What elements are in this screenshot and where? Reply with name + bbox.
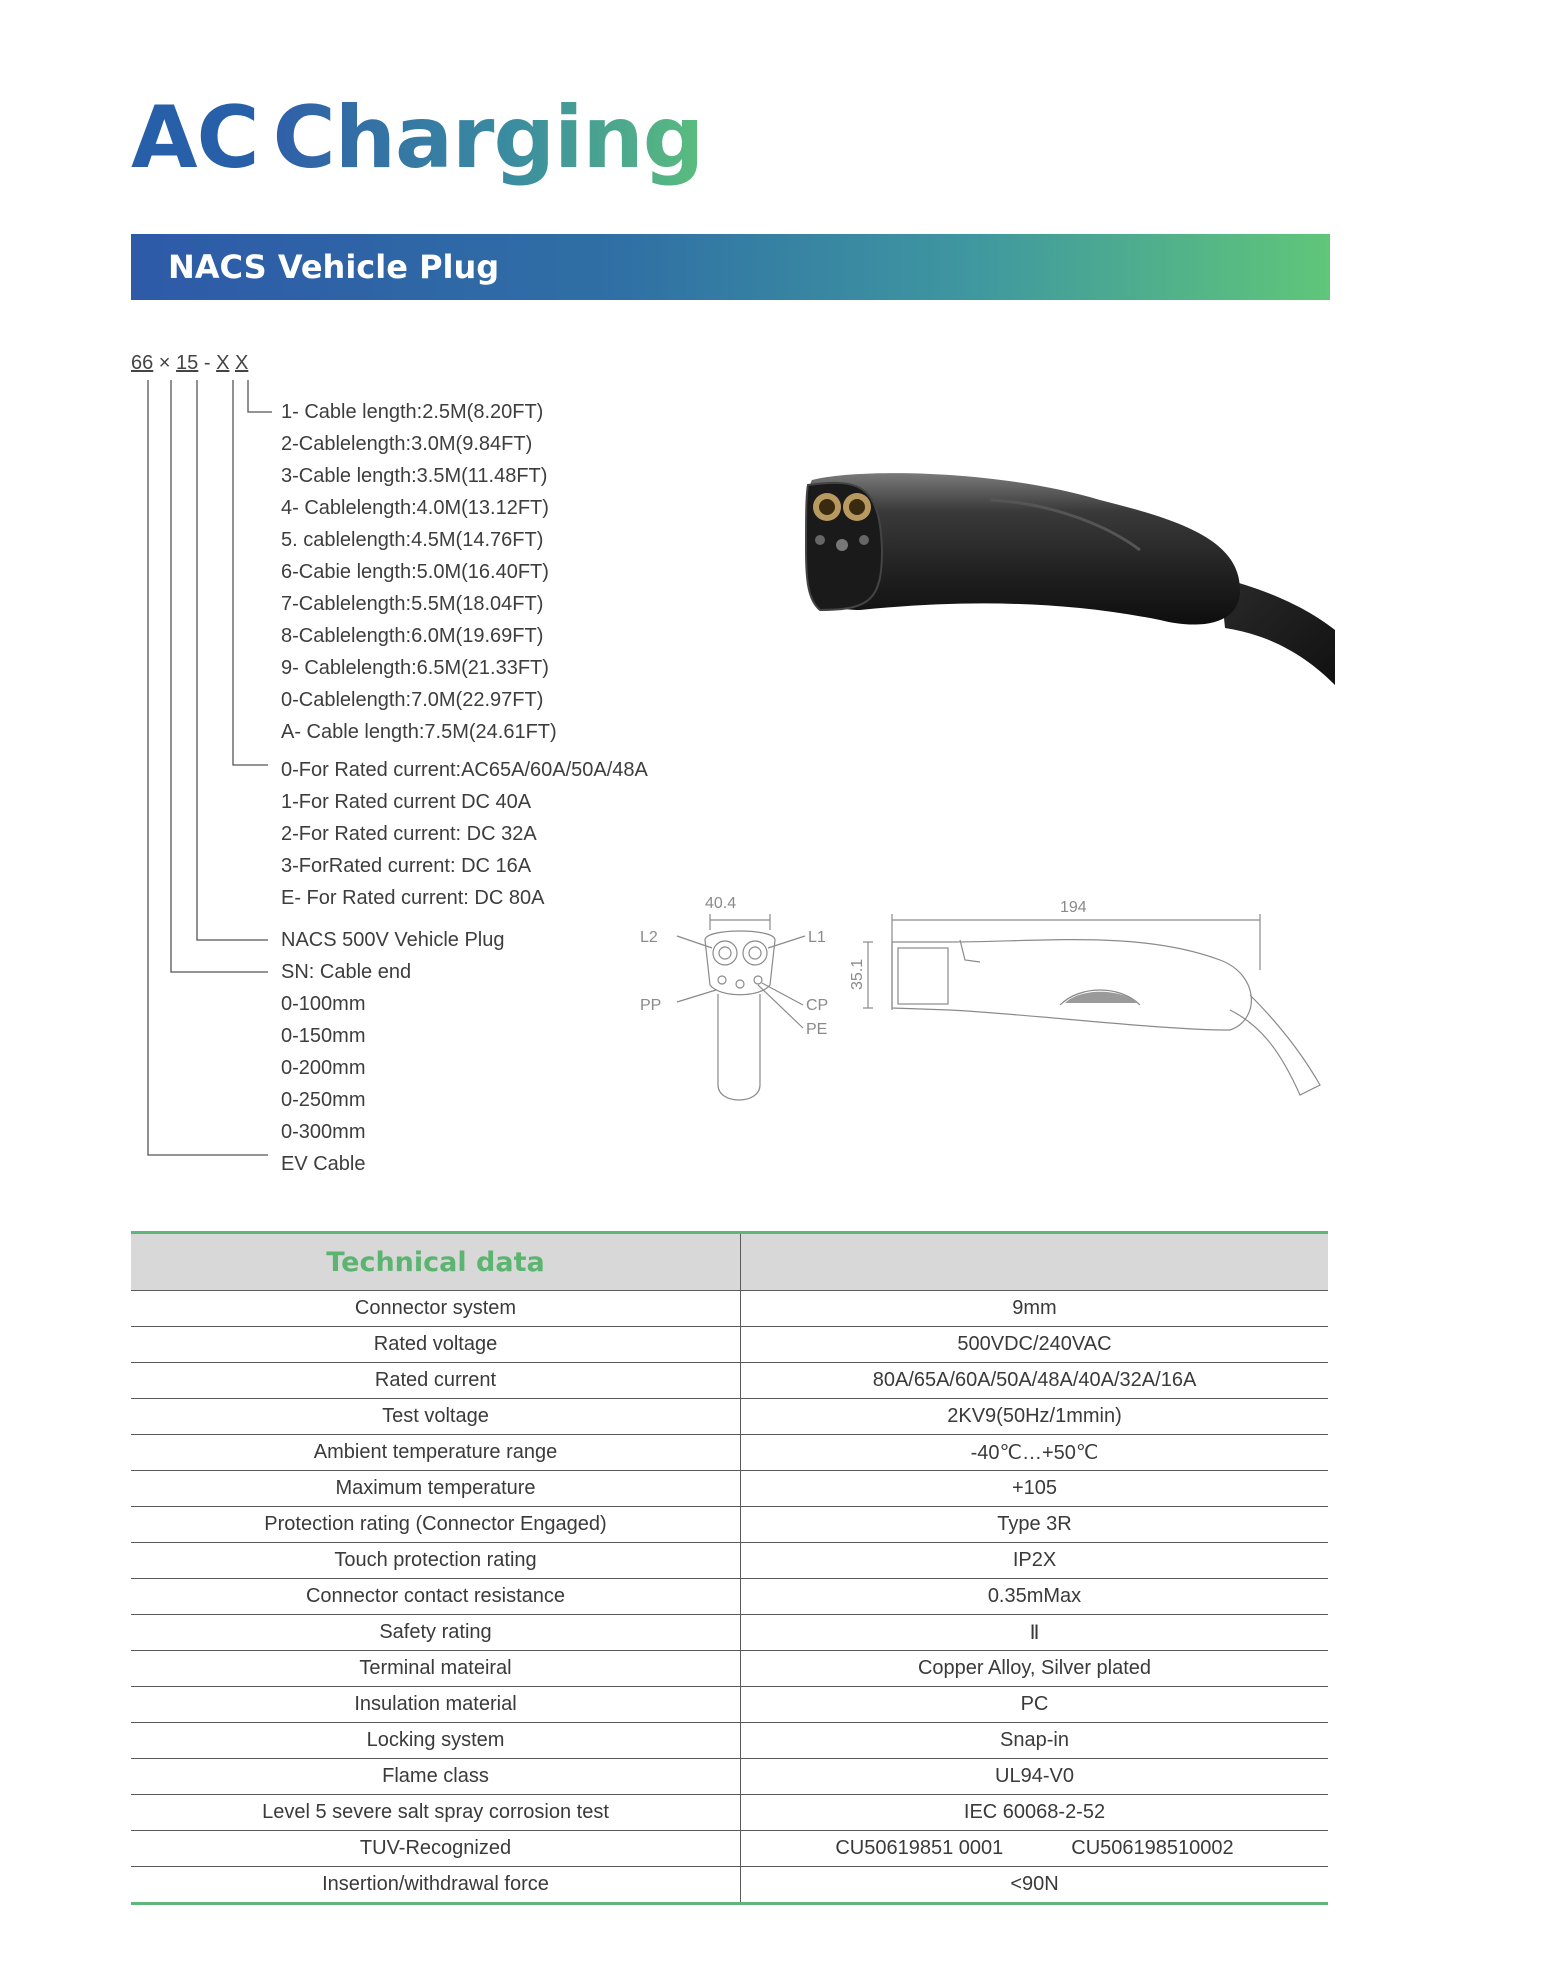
spec-value: -40℃…+50℃ xyxy=(741,1435,1329,1471)
spec-label: Locking system xyxy=(131,1723,741,1759)
spec-value: 500VDC/240VAC xyxy=(741,1327,1329,1363)
table-row xyxy=(131,1759,1328,1795)
spec-value: Copper Alloy, Silver plated xyxy=(741,1651,1329,1687)
table-row xyxy=(131,1831,1328,1867)
list-item: 2-For Rated current: DC 32A xyxy=(281,823,537,845)
table-row xyxy=(131,1867,1328,1904)
list-item: A- Cable length:7.5M(24.61FT) xyxy=(281,721,557,743)
spec-value: Snap-in xyxy=(741,1723,1329,1759)
list-item: 2-Cablelength:3.0M(9.84FT) xyxy=(281,433,533,455)
page-title xyxy=(131,88,704,188)
list-item: 3-ForRated current: DC 16A xyxy=(281,855,532,877)
list-item: 6-Cabie length:5.0M(16.40FT) xyxy=(281,561,549,583)
list-item: E- For Rated current: DC 80A xyxy=(281,887,545,909)
list-item: 7-Cablelength:5.5M(18.04FT) xyxy=(281,593,544,615)
code-segment-series: 66 xyxy=(131,352,154,374)
spec-value: IP2X xyxy=(741,1543,1329,1579)
spec-label: Safety rating xyxy=(131,1615,741,1651)
technical-data-table xyxy=(131,1231,1328,1905)
table-row xyxy=(131,1471,1328,1507)
table-row xyxy=(131,1399,1328,1435)
list-item: 9- Cablelength:6.5M(21.33FT) xyxy=(281,657,549,679)
spec-label: TUV-Recognized xyxy=(131,1831,741,1867)
label-l1: L1 xyxy=(808,929,826,946)
label-pe: PE xyxy=(806,1021,828,1038)
dim-length: 194 xyxy=(1060,899,1087,916)
table-row xyxy=(131,1723,1328,1759)
list-item: 0-200mm xyxy=(281,1057,366,1079)
table-row xyxy=(131,1615,1328,1651)
spec-label: Connector system xyxy=(131,1291,741,1327)
label-l2: L2 xyxy=(640,929,658,946)
table-row xyxy=(131,1543,1328,1579)
list-item: 4- Cablelength:4.0M(13.12FT) xyxy=(281,497,549,519)
spec-label: Terminal mateiral xyxy=(131,1651,741,1687)
table-row xyxy=(131,1579,1328,1615)
dim-width: 40.4 xyxy=(705,895,737,912)
spec-label: Test voltage xyxy=(131,1399,741,1435)
spec-label: Rated voltage xyxy=(131,1327,741,1363)
list-item: 0-Cablelength:7.0M(22.97FT) xyxy=(281,689,544,711)
spec-value xyxy=(741,1831,1329,1867)
section-band xyxy=(131,234,1330,300)
dim-height: 35.1 xyxy=(849,958,866,990)
table-row xyxy=(131,1363,1328,1399)
spec-value: 80A/65A/60A/50A/48A/40A/32A/16A xyxy=(741,1363,1329,1399)
spec-label: Protection rating (Connector Engaged) xyxy=(131,1507,741,1543)
list-item: 3-Cable length:3.5M(11.48FT) xyxy=(281,465,548,487)
section-title: NACS Vehicle Plug xyxy=(168,248,500,286)
table-row xyxy=(131,1795,1328,1831)
spec-value: UL94-V0 xyxy=(741,1759,1329,1795)
table-header: Technical data xyxy=(131,1233,741,1291)
list-item: SN: Cable end xyxy=(281,961,412,983)
list-item: 1- Cable length:2.5M(8.20FT) xyxy=(281,401,544,423)
spec-value: Type 3R xyxy=(741,1507,1329,1543)
table-row xyxy=(131,1651,1328,1687)
ev-cable-label: EV Cable xyxy=(281,1153,366,1175)
code-segment-current: X xyxy=(216,352,230,374)
dimension-drawing xyxy=(620,890,1340,1120)
list-item: 0-For Rated current:AC65A/60A/50A/48A xyxy=(281,759,648,781)
tuv-cert-2: CU506198510002 xyxy=(1071,1837,1234,1859)
spec-value: PC xyxy=(741,1687,1329,1723)
label-cp: CP xyxy=(806,997,829,1014)
spec-label: Maximum temperature xyxy=(131,1471,741,1507)
spec-value: 2KV9(50Hz/1mmin) xyxy=(741,1399,1329,1435)
spec-label: Level 5 severe salt spray corrosion test xyxy=(131,1795,741,1831)
code-segment-type: 15 xyxy=(176,352,199,374)
list-item: 0-100mm xyxy=(281,993,366,1015)
model-code: 66 × 15 - X X xyxy=(131,352,249,374)
spec-label: Rated current xyxy=(131,1363,741,1399)
table-row xyxy=(131,1435,1328,1471)
label-pp: PP xyxy=(640,997,662,1014)
list-item: 0-300mm xyxy=(281,1121,366,1143)
spec-label: Flame class xyxy=(131,1759,741,1795)
list-item: 1-For Rated current DC 40A xyxy=(281,791,532,813)
spec-value: <90N xyxy=(741,1867,1329,1904)
spec-label: Insulation material xyxy=(131,1687,741,1723)
spec-label: Insertion/withdrawal force xyxy=(131,1867,741,1904)
table-row xyxy=(131,1291,1328,1327)
table-row xyxy=(131,1507,1328,1543)
list-item: 5. cablelength:4.5M(14.76FT) xyxy=(281,529,544,551)
table-header-right xyxy=(741,1233,1329,1291)
tuv-cert-1: CU50619851 0001 xyxy=(835,1837,1004,1859)
spec-value: 0.35mMax xyxy=(741,1579,1329,1615)
title-ac: AC xyxy=(131,88,259,188)
spec-label: Ambient temperature range xyxy=(131,1435,741,1471)
list-item: 0-150mm xyxy=(281,1025,366,1047)
spec-value: +105 xyxy=(741,1471,1329,1507)
plug-label: NACS 500V Vehicle Plug xyxy=(281,929,505,951)
code-segment-length: X xyxy=(234,352,249,374)
table-row xyxy=(131,1687,1328,1723)
spec-value: 9mm xyxy=(741,1291,1329,1327)
list-item: 0-250mm xyxy=(281,1089,366,1111)
list-item: 8-Cablelength:6.0M(19.69FT) xyxy=(281,625,544,647)
plug-photo xyxy=(800,460,1335,690)
title-charging: Charging xyxy=(272,88,704,188)
spec-value: Ⅱ xyxy=(741,1615,1329,1651)
spec-label: Touch protection rating xyxy=(131,1543,741,1579)
spec-value: IEC 60068-2-52 xyxy=(741,1795,1329,1831)
spec-label: Connector contact resistance xyxy=(131,1579,741,1615)
table-row xyxy=(131,1327,1328,1363)
